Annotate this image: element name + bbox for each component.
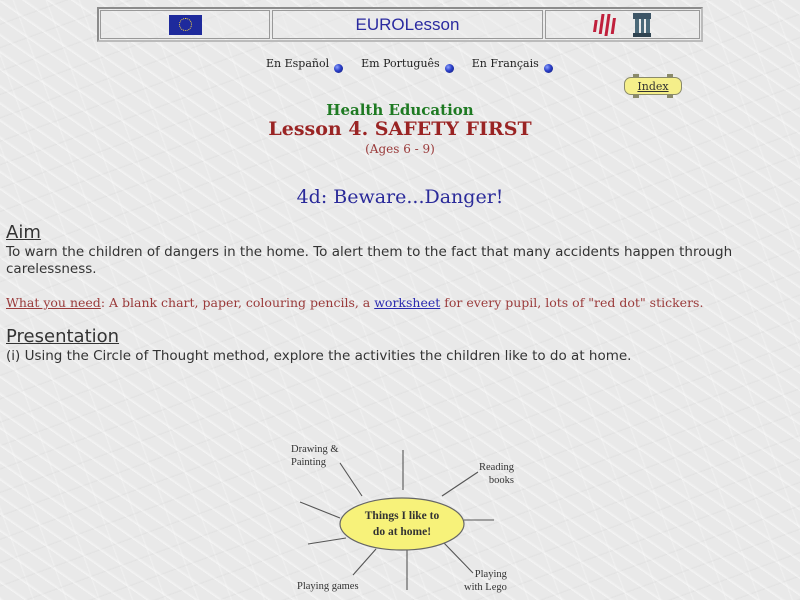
presentation-heading: Presentation — [6, 326, 120, 347]
what-you-need-label: What you need — [6, 295, 101, 310]
lesson-title: Lesson 4. SAFETY FIRST — [268, 118, 532, 140]
label-playing-games: Playing games — [297, 581, 359, 592]
aim-heading: Aim — [6, 222, 41, 243]
blue-ball-icon — [445, 64, 454, 73]
label-drawing-painting — [291, 443, 339, 469]
presentation-text: (i) Using the Circle of Thought method, explore the activities the children like to do at home. — [6, 348, 632, 364]
activity-title: 4d: Beware...Danger! — [296, 186, 504, 208]
label-line: Reading — [479, 462, 514, 473]
lang-link-spanish[interactable] — [266, 57, 343, 70]
lang-link-portuguese[interactable] — [361, 57, 454, 70]
age-range: (Ages 6 - 9) — [365, 142, 435, 156]
label-playing-lego — [464, 568, 507, 594]
banner-logos-cell — [545, 10, 700, 39]
diagram-center-text — [340, 498, 464, 550]
site-banner — [97, 7, 703, 42]
aim-text: To warn the children of dangers in the home. To alert them to the fact that many accidents happen through carelessness. — [6, 244, 733, 277]
what-you-need-text-end: for every pupil, lots of "red dot" stickers. — [440, 295, 704, 310]
center-line: do at home! — [372, 526, 432, 538]
index-label: Index — [637, 79, 669, 93]
subject-heading: Health Education — [326, 101, 474, 119]
worksheet-link[interactable]: worksheet — [374, 295, 441, 310]
label-line: books — [488, 475, 514, 486]
index-button[interactable] — [624, 77, 682, 95]
banner-title-cell — [272, 10, 543, 39]
site-title: EUROLesson — [355, 14, 460, 34]
label-line: Playing — [474, 569, 507, 580]
label-line: Drawing & — [291, 444, 339, 455]
blue-ball-icon — [334, 64, 343, 73]
language-links — [266, 57, 571, 70]
red-stripes-logo-icon[interactable] — [592, 14, 616, 36]
eu-flag-icon — [169, 15, 202, 35]
label-reading-books — [479, 461, 514, 487]
label-line: with Lego — [464, 582, 507, 593]
circle-of-thought-diagram — [270, 430, 530, 600]
center-line: Things I like to — [364, 510, 440, 522]
lang-label: Em Português — [361, 57, 440, 70]
lang-label: En Español — [266, 57, 330, 70]
label-line: Painting — [291, 457, 327, 468]
pillars-logo-icon[interactable] — [633, 13, 651, 37]
banner-flag-cell — [100, 10, 270, 39]
blue-ball-icon — [544, 64, 553, 73]
lang-link-french[interactable] — [472, 57, 553, 70]
lang-label: En Français — [471, 57, 539, 70]
what-you-need — [6, 295, 703, 310]
what-you-need-text: : A blank chart, paper, colouring pencils, a — [100, 295, 375, 310]
